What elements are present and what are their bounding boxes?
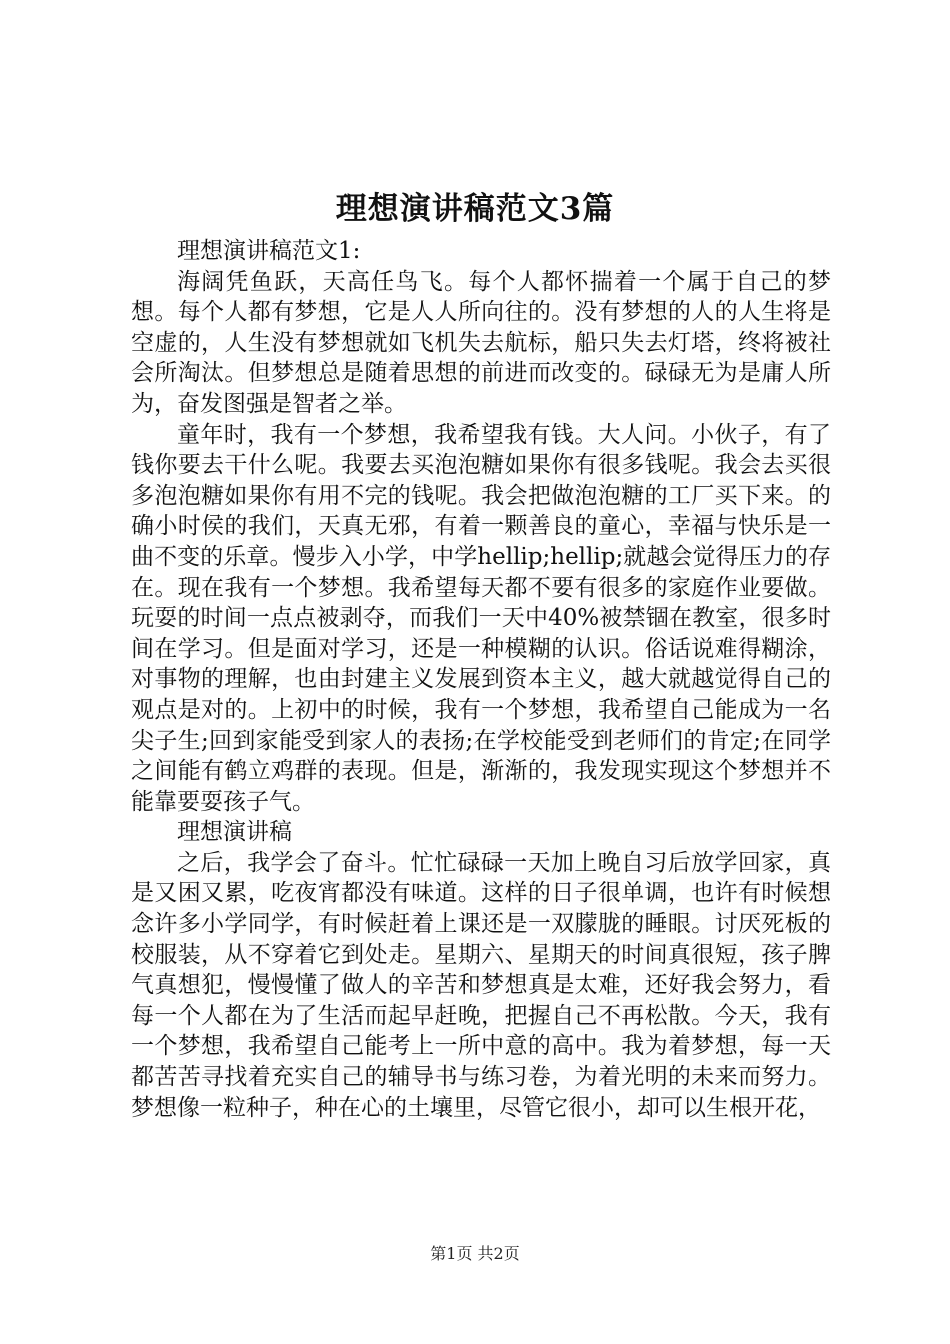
section-heading: 理想演讲稿范文1: <box>177 238 361 264</box>
body-paragraph: 之后，我学会了奋斗。忙忙碌碌一天加上晚自习后放学回家，真是又困又累，吃夜宵都没有味道。这样的日子很单调，也许有时候想念许多小学同学，有时候赶着上课还是一双朦胧的睡眼。讨厌死板的校服装，从不穿着它到处走。星期六、星期天的时间真很短，孩子脾气真想犯，慢慢懂了做人的辛苦和梦想真是太难，还好我会努力，看每一个人都在为了生活而起早赶晚，把握自己不再松散。今天，我有一个梦想，我希望自己能考上一所中意的高中。我为着梦想，每一天都苦苦寻找着充实自己的辅导书与练习卷，为着光明的未来而努力。梦想像一粒种子，种在心的土壤里，尽管它很小，却可以生根开花， <box>131 849 831 1121</box>
page-number-footer: 第1页 共2页 <box>430 1244 520 1263</box>
body-paragraph: 海阔凭鱼跃，天高任鸟飞。每个人都怀揣着一个属于自己的梦想。每个人都有梦想，它是人人所向往的。没有梦想的人的人生将是空虚的，人生没有梦想就如飞机失去航标，船只失去灯塔，终将被社会所淘汰。但梦想总是随着思想的前进而改变的。碌碌无为是庸人所为，奋发图强是智者之举。 <box>131 268 831 417</box>
document-body <box>131 236 831 1123</box>
section-heading: 理想演讲稿 <box>177 819 292 846</box>
body-paragraph: 童年时，我有一个梦想，我希望我有钱。大人问。小伙子，有了钱你要去干什么呢。我要去买泡泡糖如果你有很多钱呢。我会去买很多泡泡糖如果你有用不完的钱呢。我会把做泡泡糖的工厂买下来。的确小时侯的我们，天真无邪，有着一颗善良的童心，幸福与快乐是一曲不变的乐章。慢步入小学，中学hellip;hellip;就越会觉得压力的存在。现在我有一个梦想。我希望每天都不要有很多的家庭作业要做。玩耍的时间一点点被剥夺，而我们一天中40%被禁锢在教室，很多时间在学习。但是面对学习，还是一种模糊的认识。俗话说难得糊涂，对事物的理解，也由封建主义发展到资本主义，越大就越觉得自己的观点是对的。上初中的时候，我有一个梦想，我希望自己能成为一名尖子生;回到家能受到家人的表扬;在学校能受到老师们的肯定;在同学之间能有鹤立鸡群的表现。但是，渐渐的，我发现实现这个梦想并不能靠要耍孩子气。 <box>131 421 831 815</box>
document-title: 理想演讲稿范文3篇 <box>335 191 615 227</box>
